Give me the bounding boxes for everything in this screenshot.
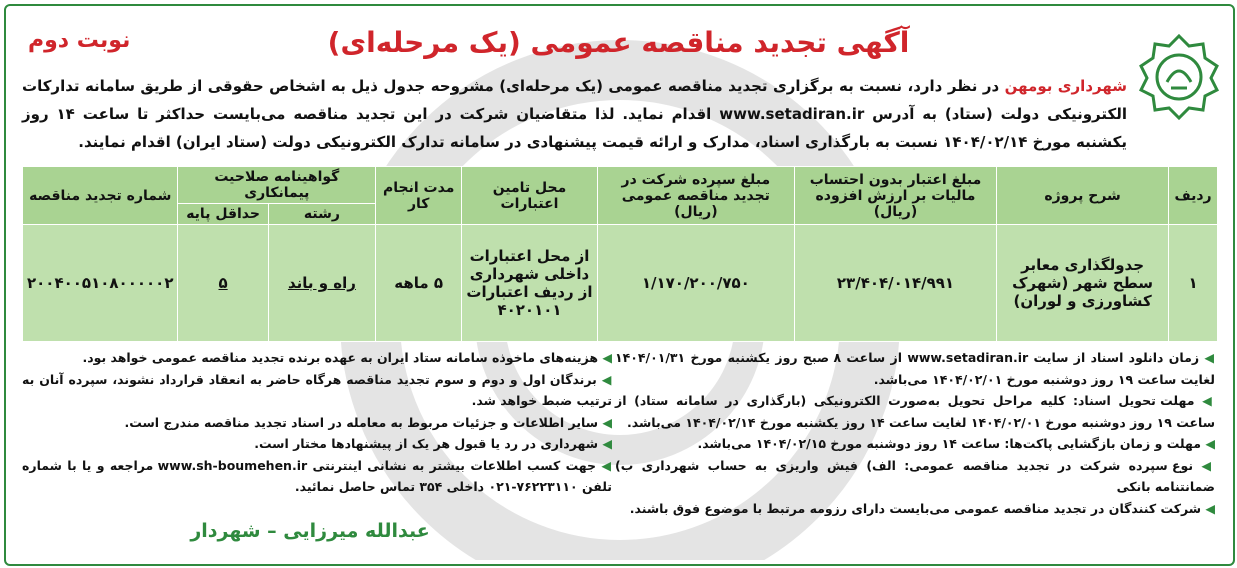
intro-text-1: در نظر دارد، نسبت به برگزاری تجدید مناقصه عمومی (یک مرحله‌ای) مشروحه جدول ذیل به اشخاص حقوقی از طریق سامانه تدارکات الکترونیکی دولت (ستاد) به آدرس (22, 77, 1128, 123)
header-row: ردیف (1169, 167, 1218, 225)
cell-project: جدولگذاری معابر سطح شهر (شهرک کشاورزی و لوران) (997, 225, 1169, 342)
bullet-arrow-icon: ◀ (1201, 500, 1215, 516)
bullet-arrow-icon: ◀ (596, 371, 613, 387)
cell-row: ۱ (1169, 225, 1218, 342)
intro-paragraph (22, 72, 1127, 156)
list-item: ◀ جهت کسب اطلاعات بیشتر به نشانی اینترنتی www.sh-boumehen.ir مراجعه و یا با شماره تلفن ۷۶۲۲۳۱۱۰-۰۲۱ داخلی ۳۵۴ تماس حاصل نمائید. (22, 457, 612, 494)
bullet-arrow-icon: ◀ (596, 457, 612, 473)
signature: عبدالله میرزایی – شهردار (190, 520, 430, 542)
bullet-arrow-icon: ◀ (1193, 457, 1215, 473)
setad-url-link[interactable]: www.setadiran.ir (719, 105, 865, 123)
header-funding: محل تامین اعتبارات (462, 167, 598, 225)
header-tender-number: شماره تجدید مناقصه (23, 167, 178, 225)
list-item: ◀ سایر اطلاعات و جزئیات مربوط به معامله در اسناد تجدید مناقصه مندرج است. (124, 414, 612, 430)
page-title: آگهی تجدید مناقصه عمومی (یک مرحله‌ای) (327, 26, 910, 59)
list-item: ◀ مهلت تحویل اسناد: کلیه مراحل تحویل به‌صورت الکترونیکی (بارگذاری در سامانه ستاد) از ساعت ۱۹ روز دوشنبه مورخ ۱۴۰۴/۰۲/۰۱ لغایت ساعت ۱۴ روز یکشنبه مورخ ۱۴۰۴/۰۲/۱۴ می‌باشد. (615, 393, 1215, 430)
bullet-arrow-icon: ◀ (598, 436, 612, 451)
cell-credit: ۲۳/۴۰۴/۰۱۴/۹۹۱ (794, 225, 996, 342)
list-item: ◀ نوع سپرده شرکت در تجدید مناقصه عمومی: الف) فیش واریزی به حساب شهرداری ب) ضمانتنامه بانکی (615, 457, 1215, 494)
cell-duration: ۵ ماهه (376, 225, 462, 342)
tender-table (22, 166, 1218, 342)
bullet-arrow-icon: ◀ (1194, 393, 1215, 408)
header-min-grade: حداقل پایه (178, 204, 268, 225)
list-item: ◀ هزینه‌های ماخوذه سامانه ستاد ایران به عهده برنده تجدید مناقصه عمومی خواهد بود. (82, 350, 612, 365)
municipality-logo-icon (1133, 30, 1225, 122)
intro-text-2: اقدام نماید. لذا متقاضیان شرکت در این تجدید مناقصه می‌بایست حداکثر تا ساعت ۱۴ روز یکشنبه مورخ ۱۴۰۴/۰۲/۱۴ نسبت به بارگذاری اسناد، مدارک و ارائه قیمت پیشنهادی در سامانه تدارک الکترونیکی دولت (ستاد ایران) اقدام نمایند. (22, 105, 1127, 151)
list-item: ◀ برندگان اول و دوم و سوم تجدید مناقصه هرگاه حاضر به انعقاد قرارداد نشوند، سپرده آنان به ترتیب ضبط خواهد شد. (22, 371, 613, 408)
header-deposit: مبلغ سپرده شرکت در تجدید مناقصه عمومی (ریال) (597, 167, 794, 225)
table-row (23, 225, 1218, 342)
list-item: ◀ زمان دانلود اسناد از سایت www.setadiran.ir از ساعت ۸ صبح روز یکشنبه مورخ ۱۴۰۴/۰۱/۳۱ لغایت ساعت ۱۹ روز دوشنبه مورخ ۱۴۰۴/۰۲/۰۱ می‌باشد. (615, 350, 1215, 387)
header-field: رشته (268, 204, 376, 225)
cell-min-grade: ۵ (178, 225, 268, 342)
header-credit: مبلغ اعتبار بدون احتساب مالیات بر ارزش افزوده (ریال) (794, 167, 996, 225)
cell-field: راه و باند (268, 225, 376, 342)
cell-deposit: ۱/۱۷۰/۲۰۰/۷۵۰ (597, 225, 794, 342)
list-item: ◀ مهلت و زمان بازگشایی پاکت‌ها: ساعت ۱۴ روز دوشنبه مورخ ۱۴۰۴/۰۲/۱۵ می‌باشد. (697, 436, 1215, 451)
bullet-arrow-icon: ◀ (598, 350, 612, 365)
organization-name: شهرداری بومهن (1004, 77, 1127, 95)
bullet-arrow-icon: ◀ (1199, 350, 1215, 365)
cell-tender-number: ۲۰۰۴۰۰۵۱۰۸۰۰۰۰۰۲ (23, 225, 178, 342)
bullet-arrow-icon: ◀ (1201, 436, 1215, 451)
header-project: شرح پروژه (997, 167, 1169, 225)
header-certificate: گواهینامه صلاحیت پیمانکاری (178, 167, 376, 204)
list-item: ◀ شرکت کنندگان در تجدید مناقصه عمومی می‌بایست دارای رزومه مرتبط با موضوع فوق باشند. (629, 500, 1215, 516)
second-notice-label: نوبت دوم (28, 28, 131, 53)
notes-left-column (22, 347, 612, 498)
header-duration: مدت انجام کار (376, 167, 462, 225)
notes-right-column (615, 347, 1215, 519)
list-item: ◀ شهرداری در رد یا قبول هر یک از پیشنهادها مختار است. (254, 436, 612, 451)
bullet-arrow-icon: ◀ (598, 414, 612, 430)
cell-funding: از محل اعتبارات داخلی شهرداری از ردیف اعتبارات ۴۰۲۰۱۰۱ (462, 225, 598, 342)
